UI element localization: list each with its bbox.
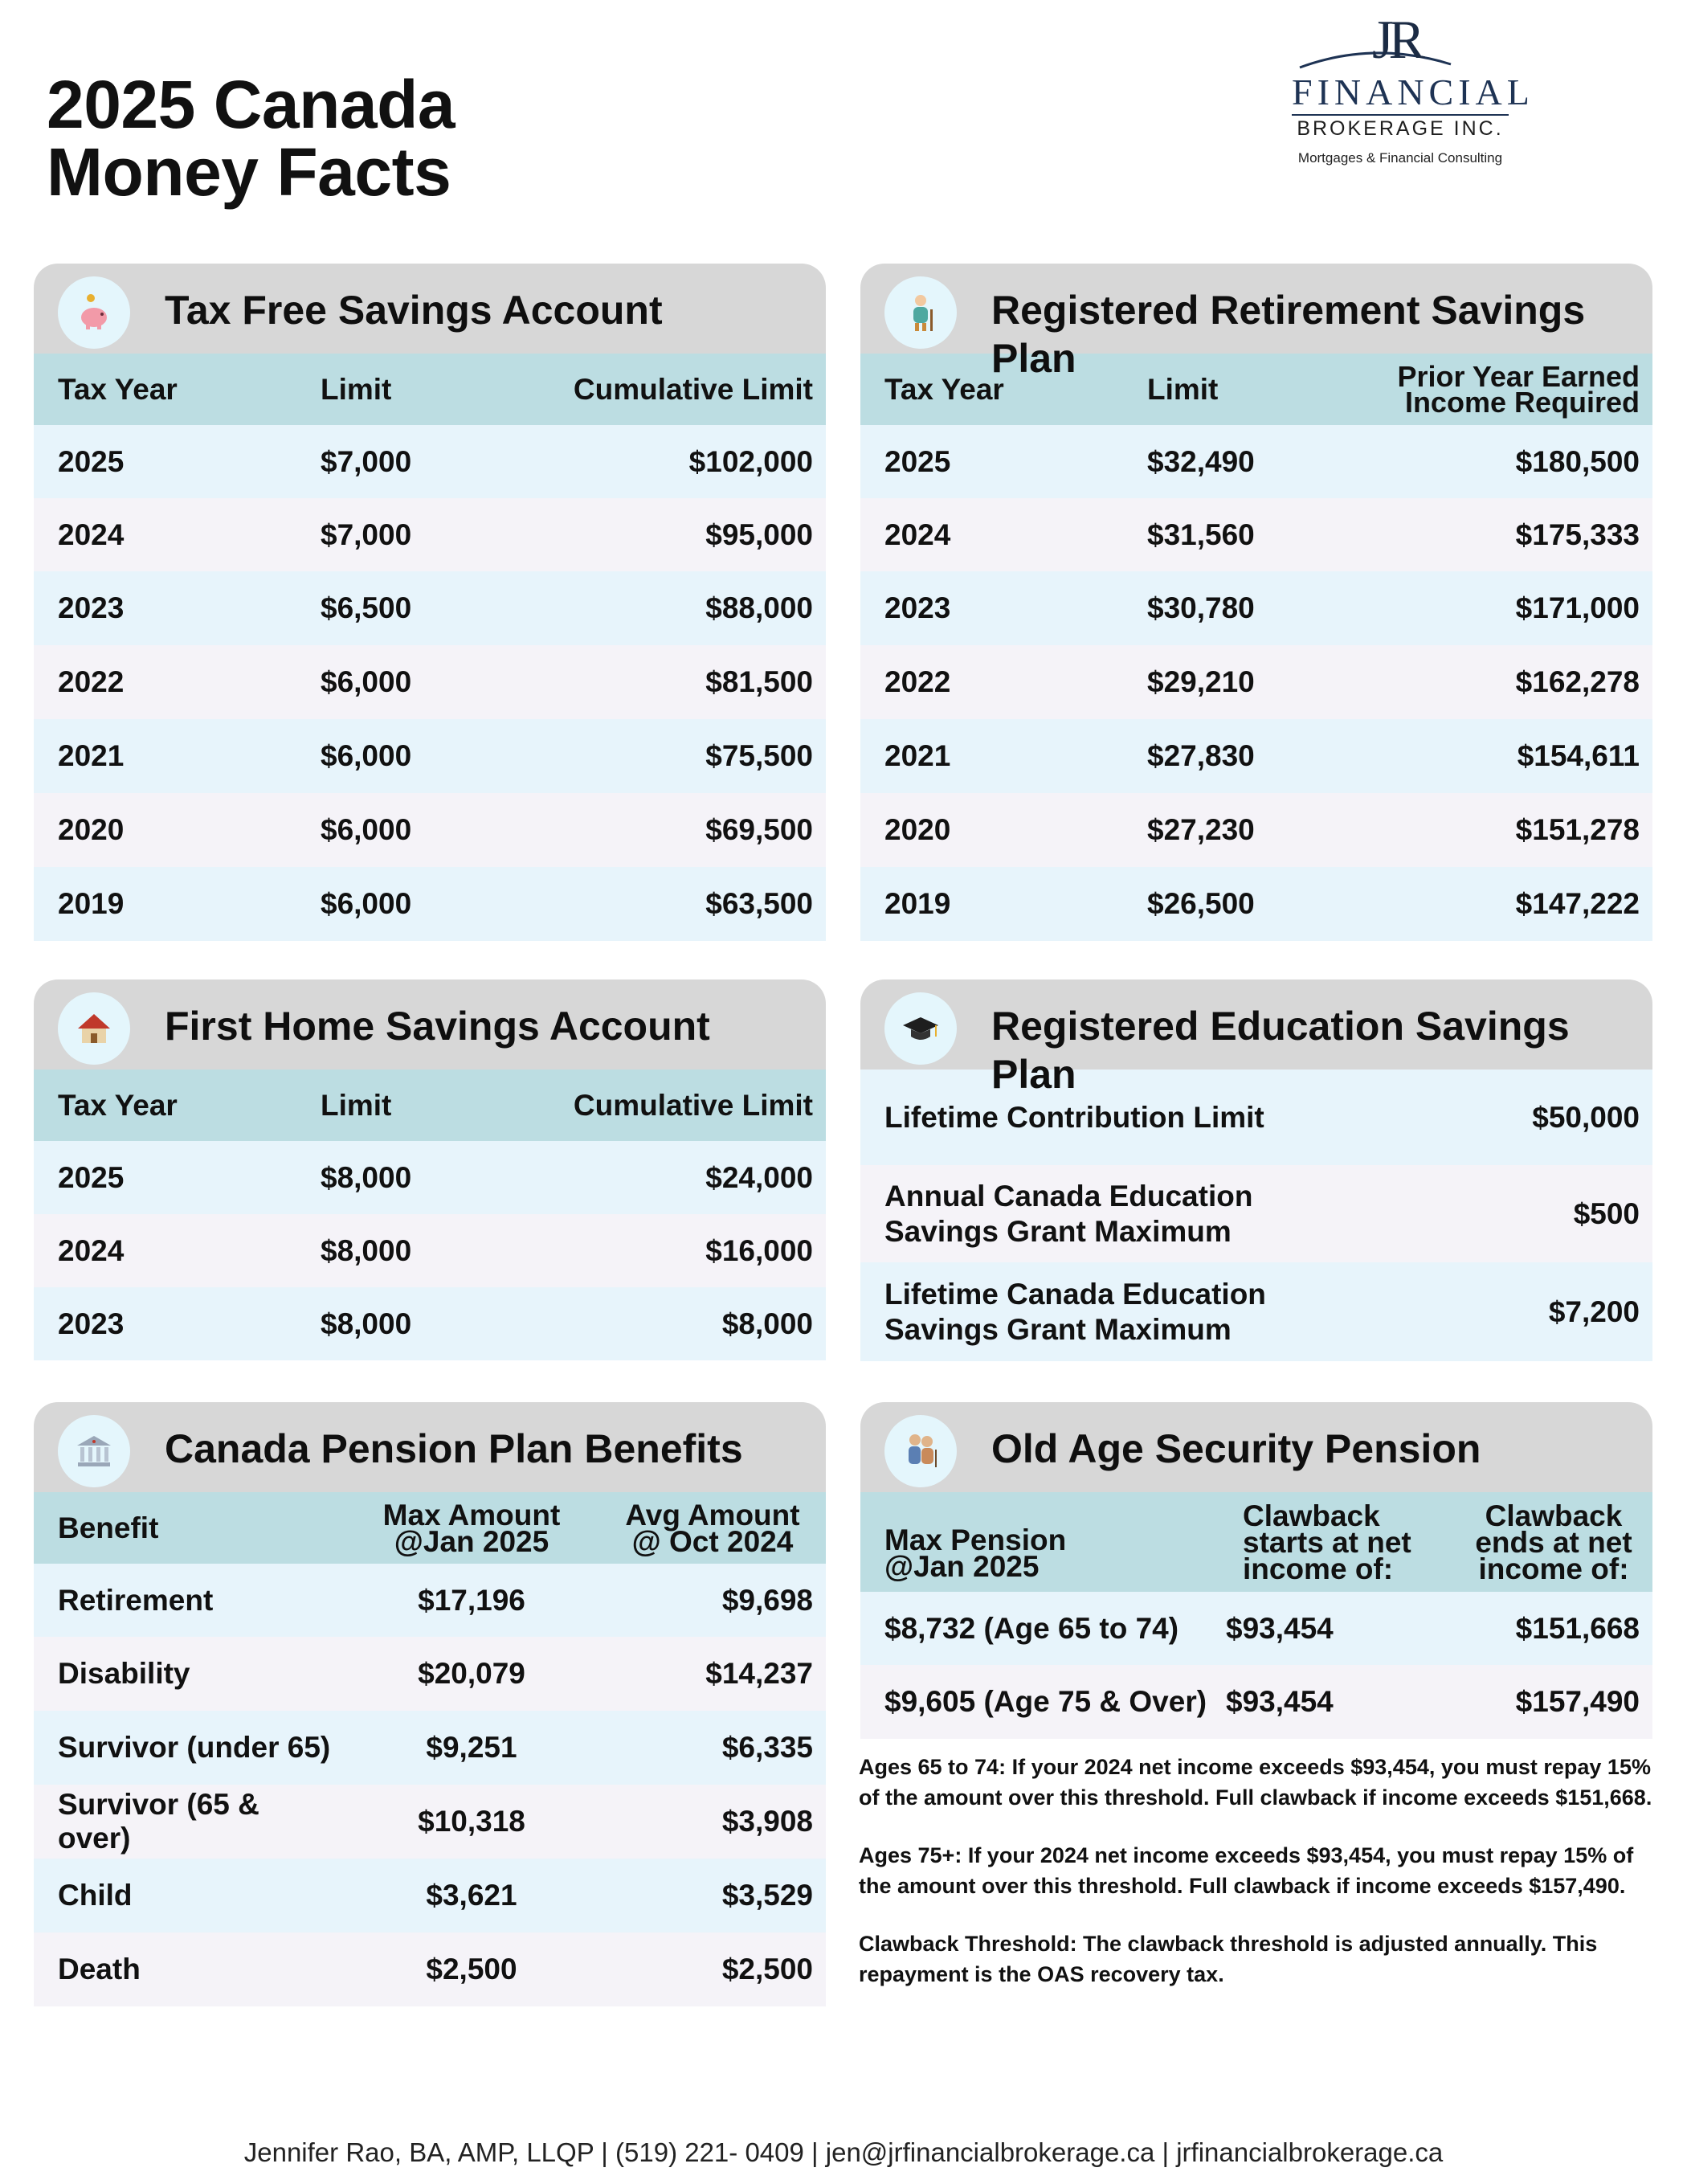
cell-label-line-1: Lifetime Canada Education bbox=[884, 1277, 1266, 1311]
table-row bbox=[34, 645, 826, 719]
cell-cumulative: $24,000 bbox=[705, 1160, 813, 1194]
cell-limit: $29,210 bbox=[1147, 665, 1255, 698]
cell-limit: $6,000 bbox=[321, 813, 412, 846]
resp-panel bbox=[860, 980, 1652, 1361]
table-body bbox=[860, 1592, 1652, 1739]
table-body bbox=[860, 1070, 1652, 1361]
table-row bbox=[860, 571, 1652, 645]
col-income-required-line-1: Prior Year Earned bbox=[1397, 359, 1640, 393]
col-clawback-ends-line-3: income of: bbox=[1478, 1552, 1629, 1585]
col-clawback-starts bbox=[1214, 1499, 1455, 1585]
footer-contact: Jennifer Rao, BA, AMP, LLQP | (519) 221- 0409 | jen@jrfinancialbrokerage.ca | jrfinancialbrokerage.ca bbox=[243, 2137, 1444, 2167]
cell-avg: $14,237 bbox=[705, 1657, 813, 1690]
cell-limit: $30,780 bbox=[1147, 591, 1255, 624]
col-max-pension-line-2: @Jan 2025 bbox=[884, 1550, 1040, 1583]
table-row bbox=[860, 498, 1652, 571]
cell-avg: $2,500 bbox=[721, 1953, 813, 1986]
table-row bbox=[860, 425, 1652, 498]
cell-max: $10,318 bbox=[418, 1805, 525, 1838]
table-header bbox=[34, 1070, 826, 1141]
cell-year: 2020 bbox=[884, 813, 951, 846]
cell-cumulative: $95,000 bbox=[705, 517, 813, 551]
table-header bbox=[860, 1492, 1652, 1592]
col-max-pension-line-1: Max Pension bbox=[884, 1523, 1067, 1556]
table-row bbox=[34, 1287, 826, 1360]
cell-max-pension: $8,732 (Age 65 to 74) bbox=[884, 1611, 1179, 1645]
col-max-amount-line-2: @Jan 2025 bbox=[394, 1524, 549, 1558]
cell-limit: $8,000 bbox=[321, 1233, 412, 1267]
cell-year: 2021 bbox=[884, 739, 951, 772]
col-clawback-ends-line-2: ends at net bbox=[1475, 1525, 1632, 1559]
cell-year: 2025 bbox=[884, 444, 951, 478]
col-tax-year: Tax Year bbox=[58, 1089, 178, 1122]
cell-benefit: Disability bbox=[58, 1657, 190, 1690]
col-clawback-starts-line-1: Clawback bbox=[1243, 1499, 1380, 1532]
panel-title: First Home Savings Account bbox=[165, 1004, 710, 1049]
cell-clawback-start: $93,454 bbox=[1226, 1611, 1334, 1645]
cell-year: 2019 bbox=[58, 887, 125, 920]
cell-amount: $50,000 bbox=[1532, 1100, 1640, 1134]
panel-header bbox=[34, 980, 826, 1070]
table-row bbox=[860, 793, 1652, 867]
cell-limit: $8,000 bbox=[321, 1160, 412, 1194]
panel-title: Old Age Security Pension bbox=[991, 1426, 1481, 1471]
cell-limit: $26,500 bbox=[1147, 887, 1255, 920]
col-clawback-starts-line-2: starts at net bbox=[1243, 1525, 1411, 1559]
logo-tagline: Mortgages & Financial Consulting bbox=[1297, 150, 1503, 166]
col-tax-year: Tax Year bbox=[58, 373, 178, 406]
cell-year: 2025 bbox=[58, 444, 125, 478]
col-limit: Limit bbox=[321, 373, 392, 406]
panel-title: Registered Education Savings Plan bbox=[991, 1004, 1570, 1097]
cell-income: $175,333 bbox=[1515, 517, 1640, 551]
table-row bbox=[34, 1564, 826, 1637]
table-row bbox=[34, 867, 826, 941]
seniors-icon bbox=[884, 1415, 957, 1487]
table-row bbox=[860, 867, 1652, 941]
page-title-line-2: Money Facts bbox=[47, 134, 451, 210]
cell-cumulative: $8,000 bbox=[721, 1307, 813, 1340]
cell-label-line-2: Savings Grant Maximum bbox=[884, 1312, 1232, 1346]
cell-label bbox=[860, 1277, 1423, 1348]
cell-benefit: Survivor (under 65) bbox=[58, 1731, 331, 1764]
cell-year: 2020 bbox=[58, 813, 125, 846]
fhsa-panel bbox=[34, 980, 826, 1360]
table-row bbox=[34, 793, 826, 867]
cell-cumulative: $63,500 bbox=[705, 887, 813, 920]
cell-limit: $32,490 bbox=[1147, 444, 1255, 478]
cell-income: $162,278 bbox=[1515, 665, 1640, 698]
cell-limit: $6,500 bbox=[321, 591, 412, 624]
page-title-line-1: 2025 Canada bbox=[47, 67, 455, 142]
cell-max: $17,196 bbox=[418, 1583, 525, 1617]
cell-year: 2021 bbox=[58, 739, 125, 772]
cell-amount: $500 bbox=[1573, 1196, 1640, 1230]
cell-avg: $3,529 bbox=[721, 1879, 813, 1912]
cell-year: 2024 bbox=[58, 1233, 125, 1267]
panel-header bbox=[860, 1402, 1652, 1492]
col-limit: Limit bbox=[1147, 373, 1219, 406]
cell-limit: $27,830 bbox=[1147, 739, 1255, 772]
table-body bbox=[860, 425, 1652, 941]
cell-year: 2024 bbox=[58, 517, 125, 551]
cell-max: $20,079 bbox=[418, 1657, 525, 1690]
cell-cumulative: $81,500 bbox=[705, 665, 813, 698]
cell-year: 2023 bbox=[884, 591, 951, 624]
graduation-cap-icon bbox=[884, 992, 957, 1065]
cell-max: $9,251 bbox=[426, 1731, 517, 1764]
logo-rule bbox=[1292, 114, 1509, 116]
table-row bbox=[34, 719, 826, 793]
table-row bbox=[34, 1637, 826, 1711]
cell-avg: $3,908 bbox=[721, 1805, 813, 1838]
table-body bbox=[34, 1141, 826, 1360]
retirement-icon bbox=[884, 276, 957, 349]
col-avg-amount bbox=[612, 1498, 826, 1558]
cell-income: $154,611 bbox=[1517, 739, 1640, 772]
table-row bbox=[34, 1214, 826, 1287]
cell-clawback-start: $93,454 bbox=[1226, 1685, 1334, 1718]
cell-year: 2025 bbox=[58, 1160, 125, 1194]
cell-avg: $6,335 bbox=[721, 1731, 813, 1764]
cell-limit: $6,000 bbox=[321, 887, 412, 920]
table-row bbox=[860, 1262, 1652, 1361]
piggy-bank-icon bbox=[58, 276, 130, 349]
cell-income: $171,000 bbox=[1515, 591, 1640, 624]
cell-cumulative: $69,500 bbox=[705, 813, 813, 846]
logo-mark: JR bbox=[1372, 9, 1420, 70]
cell-year: 2022 bbox=[884, 665, 951, 698]
table-row bbox=[34, 425, 826, 498]
col-clawback-ends-line-1: Clawback bbox=[1485, 1499, 1623, 1532]
cell-limit: $7,000 bbox=[321, 444, 412, 478]
col-tax-year: Tax Year bbox=[884, 373, 1004, 406]
table-row bbox=[34, 1711, 826, 1785]
col-income-required-line-2: Income Required bbox=[1404, 385, 1640, 419]
cell-benefit: Survivor (65 & over) bbox=[58, 1788, 259, 1855]
cell-limit: $7,000 bbox=[321, 517, 412, 551]
table-body bbox=[34, 1564, 826, 2006]
table-header bbox=[34, 1492, 826, 1564]
cell-max: $2,500 bbox=[426, 1953, 517, 1986]
col-clawback-starts-line-3: income of: bbox=[1243, 1552, 1394, 1585]
table-row bbox=[34, 1859, 826, 1932]
cell-label-line-2: Savings Grant Maximum bbox=[884, 1214, 1232, 1248]
cell-limit: $8,000 bbox=[321, 1307, 412, 1340]
cell-max: $3,621 bbox=[426, 1879, 517, 1912]
table-body bbox=[34, 425, 826, 941]
oas-note-clawback-threshold: Clawback Threshold: The clawback threshold is adjusted annually. This repayment is the OAS recovery tax. bbox=[859, 1932, 1598, 1986]
cell-benefit: Death bbox=[58, 1953, 141, 1986]
cell-avg: $9,698 bbox=[721, 1583, 813, 1617]
oas-notes bbox=[859, 1752, 1662, 2017]
table-row bbox=[34, 498, 826, 571]
table-row bbox=[34, 1932, 826, 2006]
panel-title: Registered Retirement Savings Plan bbox=[991, 288, 1586, 381]
tfsa-panel bbox=[34, 264, 826, 941]
cell-label-line-1: Annual Canada Education bbox=[884, 1179, 1253, 1213]
table-row bbox=[34, 571, 826, 645]
table-row bbox=[34, 1785, 826, 1859]
cell-year: 2023 bbox=[58, 591, 125, 624]
panel-title: Tax Free Savings Account bbox=[165, 288, 663, 333]
col-max-amount bbox=[331, 1498, 612, 1558]
col-max-pension bbox=[860, 1504, 1214, 1583]
cell-clawback-end: $151,668 bbox=[1515, 1611, 1640, 1645]
panel-title: Canada Pension Plan Benefits bbox=[165, 1426, 743, 1471]
rrsp-panel bbox=[860, 264, 1652, 941]
cell-year: 2019 bbox=[884, 887, 951, 920]
table-header bbox=[34, 354, 826, 425]
logo-name: FINANCIAL bbox=[1292, 72, 1534, 112]
cell-cumulative: $102,000 bbox=[688, 444, 813, 478]
cell-year: 2022 bbox=[58, 665, 125, 698]
col-limit: Limit bbox=[321, 1089, 392, 1122]
cell-label bbox=[860, 1179, 1423, 1249]
oas-note-ages-65-74: Ages 65 to 74: If your 2024 net income exceeds $93,454, you must repay 15% of the amount over this threshold. Full clawback if income exceeds $151,668. bbox=[859, 1755, 1652, 1810]
cell-clawback-end: $157,490 bbox=[1515, 1685, 1640, 1718]
cell-year: 2024 bbox=[884, 517, 951, 551]
oas-panel bbox=[860, 1402, 1652, 1739]
col-clawback-ends bbox=[1455, 1499, 1652, 1585]
cell-year: 2023 bbox=[58, 1307, 125, 1340]
cell-limit: $6,000 bbox=[321, 739, 412, 772]
cell-limit: $6,000 bbox=[321, 665, 412, 698]
company-logo bbox=[1277, 8, 1534, 169]
cell-amount: $7,200 bbox=[1548, 1294, 1640, 1328]
cell-max-pension: $9,605 (Age 75 & Over) bbox=[884, 1685, 1207, 1718]
cell-limit: $27,230 bbox=[1147, 813, 1255, 846]
oas-note-ages-75-plus: Ages 75+: If your 2024 net income exceeds $93,454, you must repay 15% of the amount over this threshold. Full clawback if income exceeds $157,490. bbox=[859, 1843, 1634, 1898]
bank-icon bbox=[58, 1415, 130, 1487]
panel-header bbox=[860, 980, 1652, 1097]
cell-limit: $31,560 bbox=[1147, 517, 1255, 551]
table-row bbox=[860, 1665, 1652, 1739]
cell-cumulative: $16,000 bbox=[705, 1233, 813, 1267]
col-benefit: Benefit bbox=[58, 1511, 159, 1544]
table-row bbox=[860, 645, 1652, 719]
cell-label-line-1: Lifetime Contribution Limit bbox=[884, 1100, 1264, 1134]
table-row bbox=[860, 1592, 1652, 1665]
col-max-amount-line-1: Max Amount bbox=[382, 1498, 561, 1532]
cell-cumulative: $88,000 bbox=[705, 591, 813, 624]
cell-income: $180,500 bbox=[1515, 444, 1640, 478]
table-row bbox=[860, 719, 1652, 793]
panel-header bbox=[34, 1402, 826, 1492]
cell-income: $147,222 bbox=[1515, 887, 1640, 920]
cell-label bbox=[860, 1100, 1423, 1135]
cell-cumulative: $75,500 bbox=[705, 739, 813, 772]
cell-income: $151,278 bbox=[1515, 813, 1640, 846]
col-cumulative-limit: Cumulative Limit bbox=[573, 373, 813, 406]
col-avg-amount-line-1: Avg Amount bbox=[625, 1498, 800, 1532]
col-avg-amount-line-2: @ Oct 2024 bbox=[631, 1524, 794, 1558]
cell-benefit: Child bbox=[58, 1879, 133, 1912]
page-title bbox=[47, 67, 455, 210]
cpp-panel bbox=[34, 1402, 826, 2006]
table-row bbox=[34, 1141, 826, 1214]
logo-subname: BROKERAGE INC. bbox=[1297, 117, 1504, 140]
table-row bbox=[860, 1165, 1652, 1262]
cell-benefit: Retirement bbox=[58, 1583, 214, 1617]
panel-header bbox=[34, 264, 826, 354]
house-icon bbox=[58, 992, 130, 1065]
col-cumulative-limit: Cumulative Limit bbox=[573, 1089, 813, 1122]
